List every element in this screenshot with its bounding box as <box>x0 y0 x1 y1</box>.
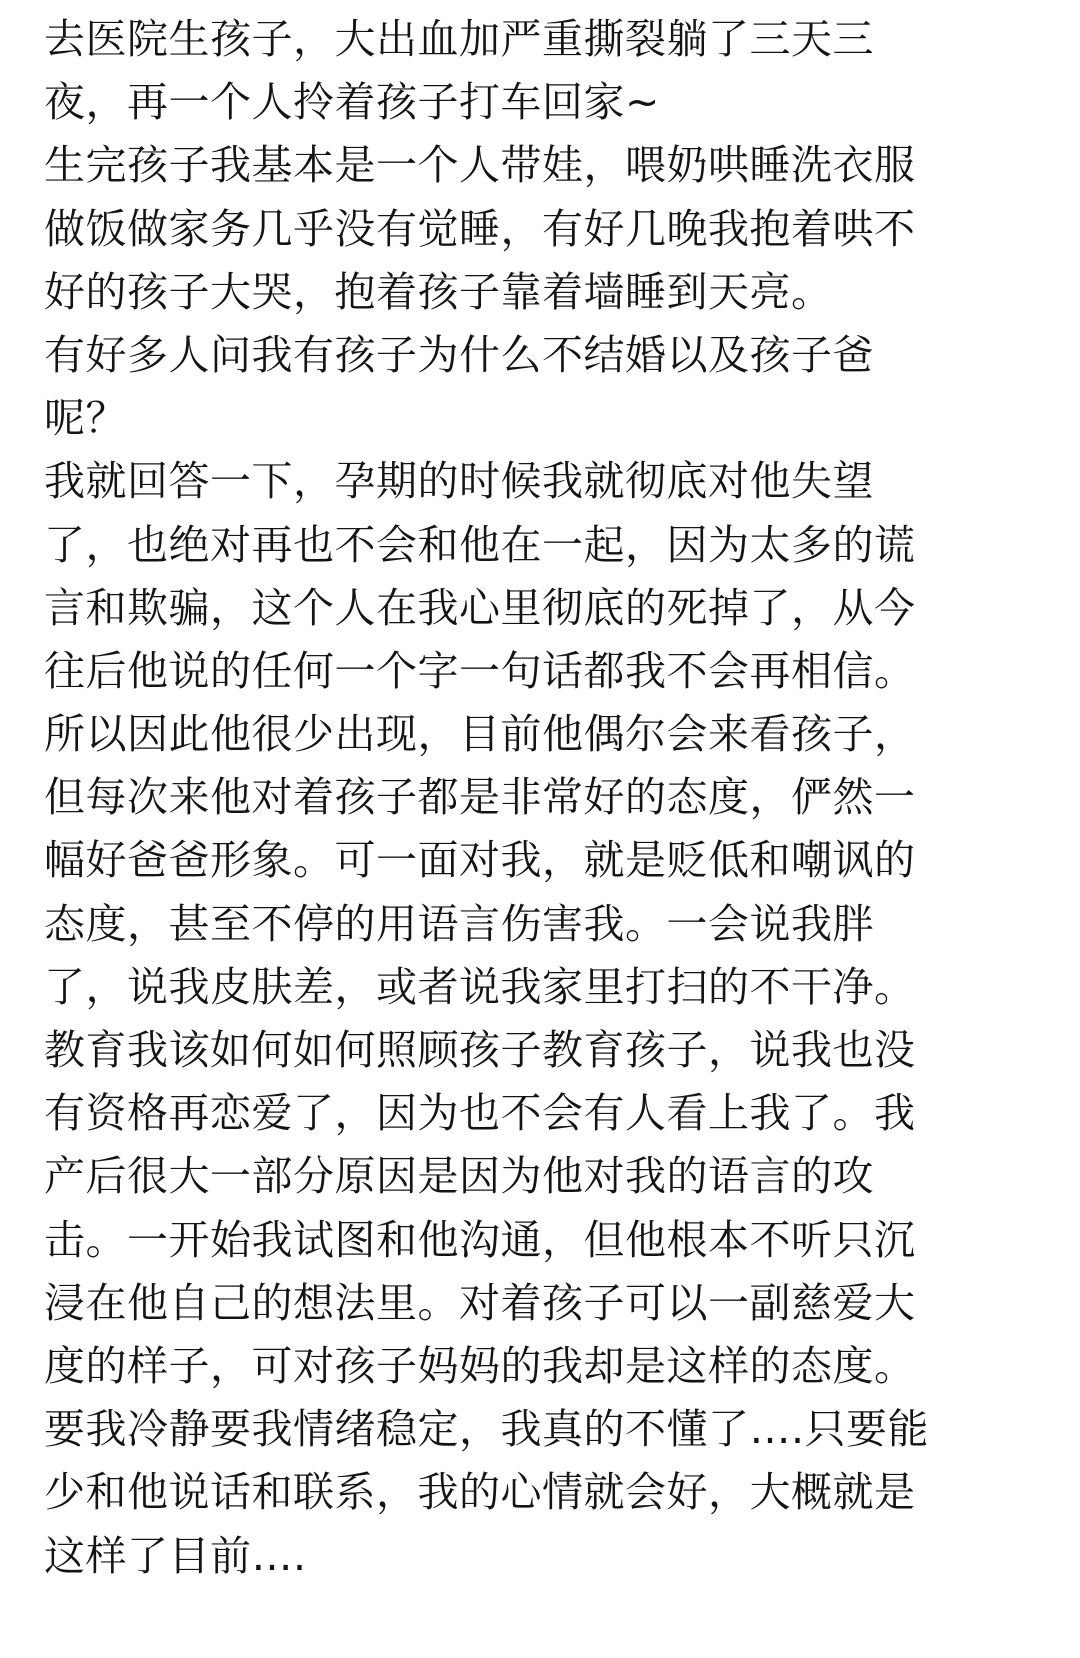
text-line: 好的孩子大哭，抱着孩子靠着墙睡到天亮。 <box>44 267 833 316</box>
text-line: 有好多人问我有孩子为什么不结婚以及孩子爸 <box>44 330 874 379</box>
text-line: 态度，甚至不停的用语言伤害我。一会说我胖 <box>44 899 874 948</box>
text-line: 了，说我皮肤差，或者说我家里打扫的不干净。 <box>44 962 916 1011</box>
text-line: 了，也绝对再也不会和他在一起，因为太多的谎 <box>44 520 916 569</box>
text-line: 往后他说的任何一个字一句话都我不会再相信。 <box>44 646 916 695</box>
text-line: 度的样子，可对孩子妈妈的我却是这样的态度。 <box>44 1341 916 1390</box>
text-line: 有资格再恋爱了，因为也不会有人看上我了。我 <box>44 1089 916 1138</box>
text-line: 去医院生孩子，大出血加严重撕裂躺了三天三 <box>44 15 874 63</box>
text-line: 做饭做家务几乎没有觉睡，有好几晚我抱着哄不 <box>44 204 916 253</box>
text-line: 我就回答一下，孕期的时候我就彻底对他失望 <box>44 457 874 506</box>
text-line: 言和欺骗，这个人在我心里彻底的死掉了，从今 <box>44 583 916 632</box>
text-line: 产后很大一部分原因是因为他对我的语言的攻 <box>44 1152 874 1201</box>
post-body-text <box>44 8 1044 1588</box>
text-line: 浸在他自己的想法里。对着孩子可以一副慈爱大 <box>44 1278 916 1327</box>
text-line: 教育我该如何如何照顾孩子教育孩子，说我也没 <box>44 1026 916 1074</box>
text-line: 所以因此他很少出现，目前他偶尔会来看孩子， <box>44 710 916 759</box>
text-line: 夜，再一个人拎着孩子打车回家~ <box>44 78 660 127</box>
text-line: 呢？ <box>44 394 127 443</box>
text-line: 幅好爸爸形象。可一面对我，就是贬低和嘲讽的 <box>44 836 916 885</box>
text-line: 但每次来他对着孩子都是非常好的态度，俨然一 <box>44 773 916 822</box>
text-line: 击。一开始我试图和他沟通，但他根本不听只沉 <box>44 1215 916 1264</box>
text-line: 生完孩子我基本是一个人带娃，喂奶哄睡洗衣服 <box>44 141 916 190</box>
text-line: 少和他说话和联系，我的心情就会好，大概就是 <box>44 1468 916 1517</box>
text-line: 要我冷静要我情绪稳定，我真的不懂了….只要能 <box>44 1405 930 1454</box>
text-line: 这样了目前…. <box>44 1531 307 1580</box>
